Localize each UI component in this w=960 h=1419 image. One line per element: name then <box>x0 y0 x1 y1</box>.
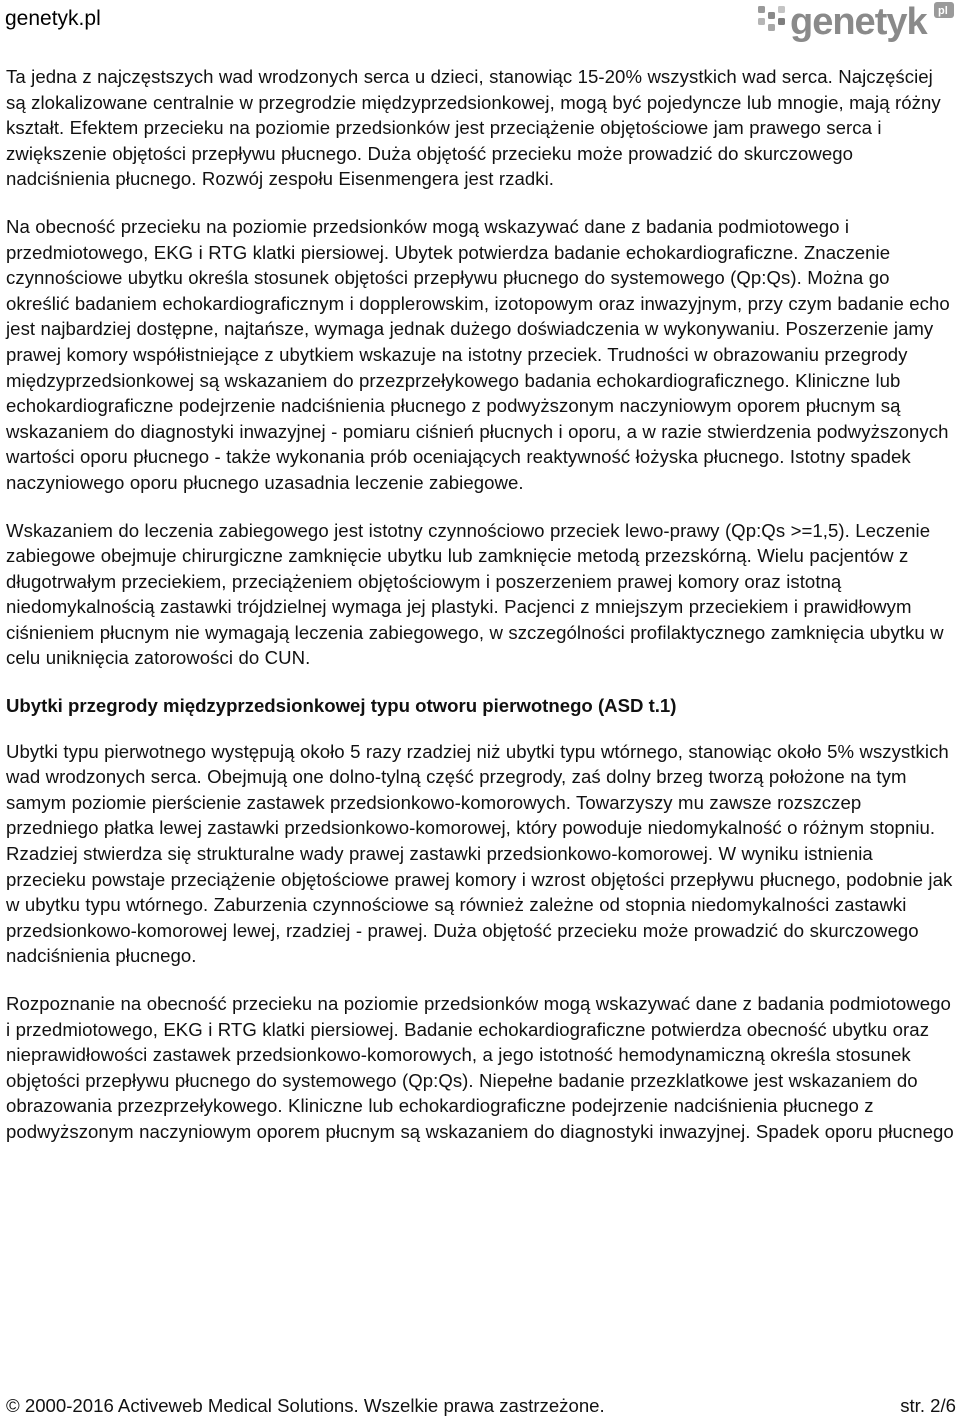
paragraph: Wskazaniem do leczenia zabiegowego jest istotny czynnościowo przeciek lewo-prawy (Qp:Qs >=1,5). Leczenie zabiegowe obejmuje chirurgiczne zamknięcie ubytku lub zamknięcie metodą przezskórną. Wielu pacjentów z długotrwałym przeciekiem, przeciążeniem objętościowym i poszerzeniem prawej komory oraz istotną niedomykalnością zastawki trójdzielnej wymaga jej plastyki. Pacjenci z mniejszym przeciekiem i prawidłowym ciśnieniem płucnym nie wymagają leczenia zabiegowego, w szczególności profilaktycznego zamknięcia ubytku w celu uniknięcia zatorowości do CUN. <box>6 519 944 669</box>
logo-dots-icon <box>758 6 785 31</box>
genetyk-logo <box>756 0 956 44</box>
article-content <box>6 64 956 1167</box>
paragraph: Ubytki typu pierwotnego występują około 5 razy rzadziej niż ubytki typu wtórnego, stanowiąc około 5% wszystkich wad wrodzonych serca. Obejmują one dolno-tylną część przegrody, zaś dolny brzeg tworzą położone na tym samym poziomie pierścienie zastawek przedsionkowo-komorowych. Towarzyszy mu zawsze rozszczep przedniego płatka lewej zastawki przedsionkowo-komorowej, który powoduje niedomykalność o różnym stopniu. Rzadziej stwierdza się strukturalne wady prawej zastawki przedsionkowo-komorowej. W wyniku istnienia przecieku powstaje przeciążenie objętościowe prawej komory i wzrost objętości przepływu płucnego, podobnie jak w ubytku typu wtórnego. Zaburzenia czynnościowe są również zależne od stopnia niedomykalności zastawki przedsionkowo-komorowej lewej, rzadziej - prawej. Duża objętość przecieku może prowadzić do skurczowego nadciśnienia płucnego. <box>6 740 953 967</box>
paragraph: Rozpoznanie na obecność przecieku na poziomie przedsionków mogą wskazywać dane z badania podmiotowego i przedmiotowego, EKG i RTG klatki piersiowej. Badanie echokardiograficzne potwierdza obecność ubytku oraz nieprawidłowości zastawek przedsionkowo-komorowych, a jego istotność hemodynamiczną określa stosunek objętości przepływu płucnego do systemowego (Qp:Qs). Niepełne badanie przezklatkowe jest wskazaniem do obrazowania przezprzełykowego. Kliniczne lub echokardiograficzne podejrzenie nadciśnienia płucnego z podwyższonym naczyniowym oporem płucnym są wskazaniem do diagnostyki inwazyjnej. Spadek oporu płucnego <box>6 993 954 1142</box>
page-footer <box>0 1392 960 1419</box>
paragraph: Ta jedna z najczęstszych wad wrodzonych serca u dzieci, stanowiąc 15-20% wszystkich wad serca. Najczęściej są zlokalizowane centralnie w przegrodzie międzyprzedsionkowej, mogą być pojedyncze lub mnogie, mają różny kształt. Efektem przecieku na poziomie przedsionków jest przeciążenie objętościowe jam prawego serca i zwiększenie objętości przepływu płucnego. Duża objętość przecieku może prowadzić do skurczowego nadciśnienia płucnego. Rozwój zespołu Eisenmengera jest rzadki. <box>6 66 941 190</box>
section-heading: Ubytki przegrody międzyprzedsionkowej typu otworu pierwotnego (ASD t.1) <box>6 695 677 717</box>
page-header <box>0 0 960 50</box>
copyright-text: © 2000-2016 Activeweb Medical Solutions. Wszelkie prawa zastrzeżone. <box>6 1395 605 1416</box>
paragraph: Na obecność przecieku na poziomie przedsionków mogą wskazywać dane z badania podmiotowego i przedmiotowego, EKG i RTG klatki piersiowej. Ubytek potwierdza badanie echokardiograficzne. Znaczenie czynnościowe ubytku określa stosunek objętości przepływu płucnego do systemowego (Qp:Qs). Można go określić badaniem echokardiograficznym i dopplerowskim, izotopowym oraz inwazyjnym, przy czym badanie echo jest najbardziej dostępne, najtańsze, wymaga jednak dużego doświadczenia w wykonywaniu. Poszerzenie jamy prawej komory współistniejące z ubytkiem wskazuje na istotny przeciek. Trudności w obrazowaniu przegrody międzyprzedsionkowej są wskazaniem do przezprzełykowego badania echokardiograficznego. Kliniczne lub echokardiograficzne podejrzenie nadciśnienia płucnego z podwyższonym naczyniowym oporem płucnym są wskazaniem do diagnostyki inwazyjnej - pomiaru ciśnień płucnych i oporu, a w razie stwierdzenia podwyższonych wartości oporu płucnego - także wykonania prób oceniających reaktywność łożyska płucnego. Istotny spadek naczyniowego oporu płucnego uzasadnia leczenie zabiegowe. <box>6 215 950 493</box>
site-name: genetyk.pl <box>5 7 101 30</box>
logo-text: genetyk <box>790 1 927 43</box>
logo-badge-text: pl <box>938 5 948 17</box>
page-number: str. 2/6 <box>900 1395 956 1416</box>
